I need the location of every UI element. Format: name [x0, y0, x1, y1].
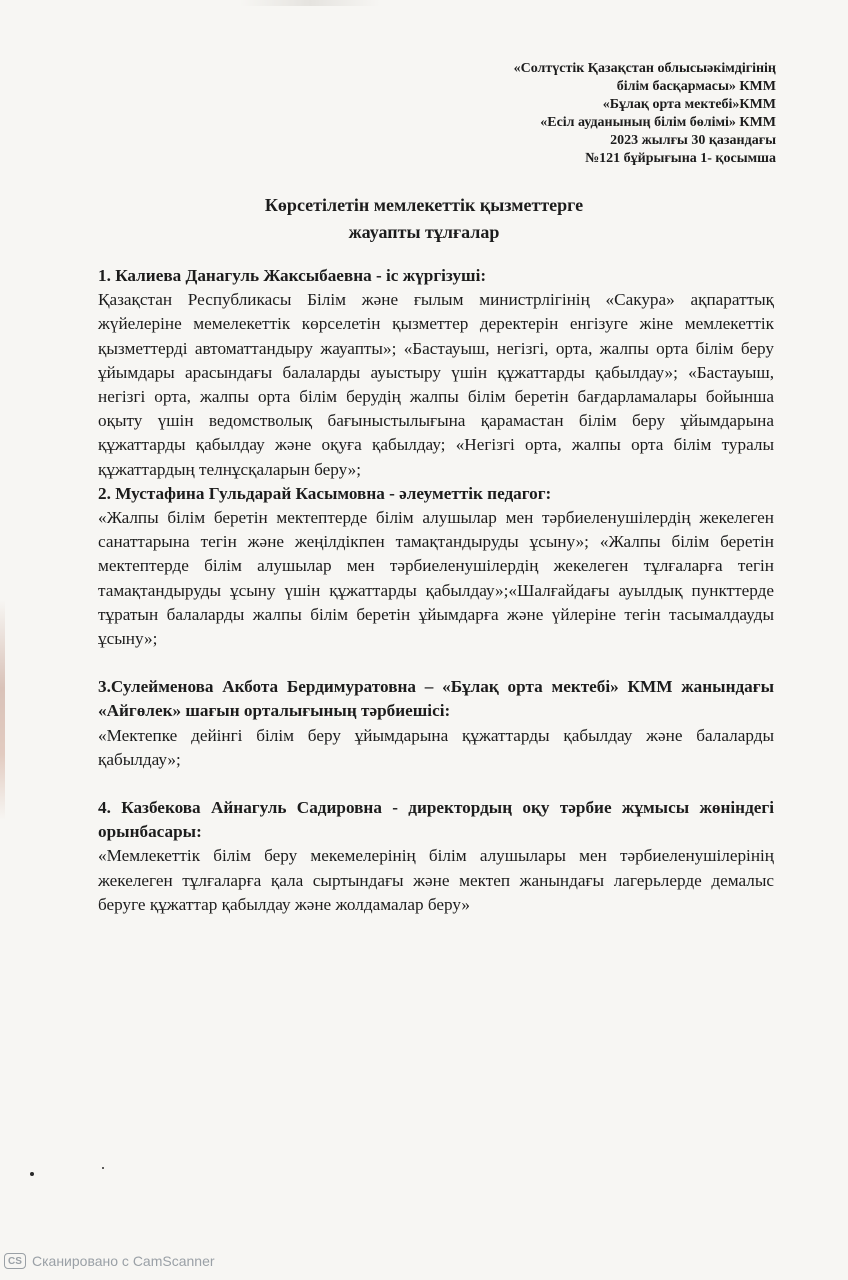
person-heading: 4. Казбекова Айнагуль Садировна - директордың оқу тәрбие жұмысы жөніндегі орынбасары: — [98, 798, 774, 842]
person-duties: «Мемлекеттік білім беру мекемелерінің білім алушылары мен тәрбиеленушілерінің жекелеген тұлғаларға қала сыртындағы және мектеп жанындағы лагерьлерде демалыс беруге құжаттар қабылдау және жолдамалар беру» — [98, 846, 774, 914]
person-entry-1 — [98, 264, 774, 482]
scan-artifact — [0, 600, 5, 820]
title-line-1: Көрсетілетін мемлекеттік қызметтерге — [264, 195, 584, 215]
spacer — [98, 651, 774, 675]
camscanner-watermark — [4, 1253, 215, 1269]
header-line: 2023 жылғы 30 қазандағы — [610, 133, 776, 148]
spacer — [98, 772, 774, 796]
person-entry-2 — [98, 482, 774, 651]
header-line: «Есіл ауданының білім бөлімі» КММ — [540, 115, 776, 130]
camscanner-logo-icon: CS — [4, 1253, 26, 1269]
person-entry-3 — [98, 675, 774, 772]
person-duties: «Мектепке дейінгі білім беру ұйымдарына құжаттарды қабылдау және балаларды қабылдау»; — [98, 725, 774, 769]
person-entry-4 — [98, 796, 774, 917]
person-heading: 1. Калиева Данагуль Жаксыбаевна - іс жүргізуші: — [98, 266, 487, 285]
scan-dot — [30, 1172, 34, 1176]
header-line: «Солтүстік Қазақстан облысыәкімдігінің — [513, 61, 776, 76]
appendix-header — [514, 60, 776, 168]
title-line-2: жауапты тұлғалар — [348, 222, 500, 242]
scan-artifact — [240, 0, 380, 6]
person-duties: «Жалпы білім беретін мектептерде білім алушылар мен тәрбиеленушілердің жекелеген санаттарына тегін және жеңілдікпен тамақтандыруды ұсыну»; «Жалпы білім беретін мектептерде білім алушылар мен тәрбиеленушілердің жекелеген тұлғаларға тегін тамақтандыруды ұсыну үшін құжаттарды қабылдау»;«Шалғайдағы ауылдық пункттерде тұратын балаларды жалпы білім беретін ұйымдарға және үйлеріне тегін тасымалдауды ұсыну»; — [98, 508, 774, 649]
header-line: «Бұлақ орта мектебі»КММ — [602, 97, 776, 112]
document-title — [0, 192, 848, 246]
header-line: білім басқармасы» КММ — [616, 79, 776, 94]
responsible-persons-list — [98, 264, 774, 917]
person-heading: 3.Сулейменова Акбота Бердимуратовна – «Бұлақ орта мектебі» КММ жанындағы «Айгөлек» шағын орталығының тәрбиешісі: — [98, 677, 774, 721]
person-heading: 2. Мустафина Гульдарай Касымовна - әлеуметтік педагог: — [98, 483, 552, 503]
person-duties: Қазақстан Республикасы Білім және ғылым министрлігінің «Сакура» ақпараттық жүйелеріне мемелекеттік көрселетін қызметтер деректерін енгізуге жіне мемлекеттік қызметтерді автоматтандыру жауапты»; «Бастауыш, негізгі, орта, жалпы орта білім беру ұйымдары арасындағы балаларды ауыстыру үшін құжаттарды қабылдау»; «Бастауыш, негізгі орта, жалпы орта білім берудің жалпы білім беретін бағдарламалары бойынша оқыту үшін ведомстволық бағыныстылығына қарамастан білім беру ұйымдарына құжаттарды қабылдау және оқуға қабылдау; «Негізгі орта, жалпы орта білім туралы құжаттардың телнұсқаларын беру»; — [98, 290, 774, 479]
camscanner-label: Сканировано с CamScanner — [32, 1253, 215, 1269]
header-line: №121 бұйрығына 1- қосымша — [585, 151, 776, 166]
scan-dot — [102, 1167, 104, 1169]
